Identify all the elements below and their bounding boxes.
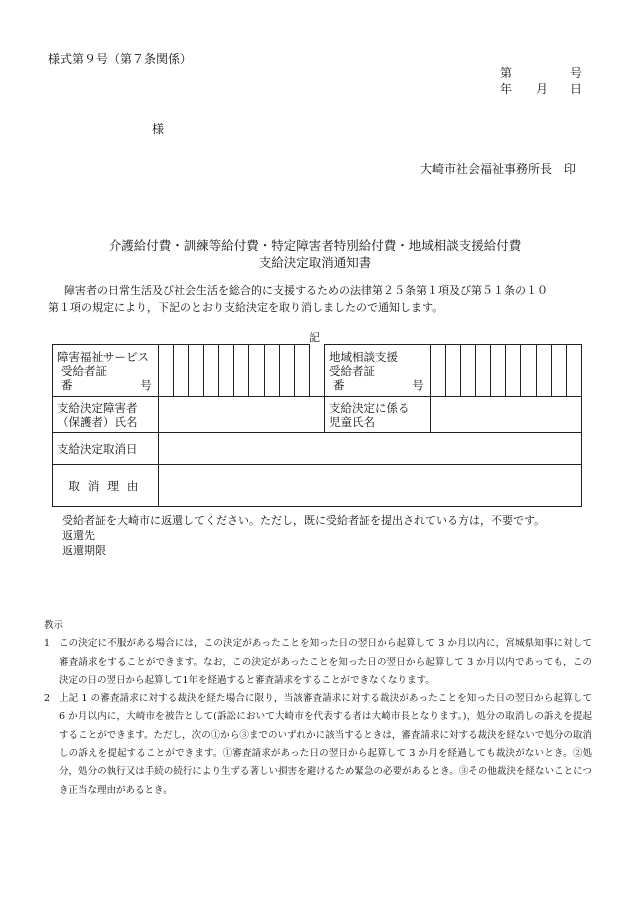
chiiki-digit-box[interactable] <box>521 345 536 397</box>
date-month: 月 <box>536 82 549 96</box>
form-number: 様式第９号（第７条関係） <box>48 52 193 66</box>
kyoji-item-text: 上記 1 の審査請求に対する裁決を経た場合に限り，当該審査請求に対する裁決があったことを知った日の翌日から起算して 6 か月以内に，大崎市を被告として(訴訟において大崎市を代表する者は大崎市長となります。)，処分の取消しの訴えを提起することができます。ただし，次の①から③までのいずれかに該当するときは，審査請求に対する裁決を経ないで処分の取消しの訴えを提起することができます。①審査請求があった日の翌日から起算して 3 か月を経過しても裁決がないとき。②処分，処分の執行又は手続の続行により生ずる著しい損害を避けるため緊急の必要があるとき。③その他裁決を経ないことにつき正当な理由があるとき。 <box>59 693 592 796</box>
ki-label: 記 <box>309 331 320 344</box>
table-gap <box>309 345 324 397</box>
kyoji-item-number: 2 <box>44 693 51 705</box>
kyoji-item <box>44 635 592 690</box>
cert-digit-box[interactable] <box>264 345 279 397</box>
kyoji-item <box>44 690 592 800</box>
child-name-field[interactable] <box>430 397 581 433</box>
chiiki-digit-box[interactable] <box>491 345 506 397</box>
return-deadline-label: 返還期限 <box>62 544 106 557</box>
cancel-date-label: 支給決定取消日 <box>53 433 159 465</box>
addressee-suffix: 様 <box>152 122 165 136</box>
body-line-1: 障害者の日常生活及び社会生活を総合的に支援するための法律第２５条第１項及び第５１条の１０ <box>64 284 548 297</box>
guardian-name-label: 支給決定障害者 （保護者）氏名 <box>53 397 159 433</box>
doc-number-go: 号 <box>570 66 583 80</box>
cert-digit-box[interactable] <box>189 345 204 397</box>
child-name-label: 支給決定に係る 児童氏名 <box>325 397 431 433</box>
date-year: 年 <box>500 82 513 96</box>
cert-digit-box[interactable] <box>234 345 249 397</box>
cert-digit-box[interactable] <box>294 345 309 397</box>
reason-label: 取消理由 <box>53 465 159 507</box>
cert-digit-box[interactable] <box>158 345 173 397</box>
return-note: 受給者証を大崎市に返還してください。ただし，既に受給者証を提出されている方は，不要です。 <box>62 514 546 527</box>
kyoji-section <box>44 617 592 800</box>
body-line-2: 第１項の規定により，下記のとおり支給決定を取り消しましたので通知します。 <box>48 301 444 314</box>
issuer: 大崎市社会福祉事務所長 印 <box>420 162 577 176</box>
cert-digit-box[interactable] <box>219 345 234 397</box>
chiiki-digit-box[interactable] <box>445 345 460 397</box>
cancel-date-field[interactable] <box>158 433 581 465</box>
doc-number-dai: 第 <box>500 66 513 80</box>
chiiki-digit-box[interactable] <box>506 345 521 397</box>
cert-digit-box[interactable] <box>279 345 294 397</box>
kyoji-heading: 教示 <box>44 620 64 631</box>
cert-digit-box[interactable] <box>173 345 188 397</box>
chiiki-number-label: 地域相談支援 受給者証 番 号 <box>325 345 431 397</box>
chiiki-digit-box[interactable] <box>476 345 491 397</box>
info-table <box>52 344 582 507</box>
chiiki-digit-box[interactable] <box>461 345 476 397</box>
cert-digit-box[interactable] <box>204 345 219 397</box>
guardian-name-field[interactable] <box>158 397 324 433</box>
cert-digit-box[interactable] <box>249 345 264 397</box>
chiiki-digit-box[interactable] <box>566 345 581 397</box>
reason-field[interactable] <box>158 465 581 507</box>
cert-number-label: 障害福祉サービス 受給者証 番 号 <box>53 345 159 397</box>
chiiki-digit-box[interactable] <box>551 345 566 397</box>
title-line-2: 支給決定取消通知書 <box>258 255 372 270</box>
date-day: 日 <box>570 82 583 96</box>
title-line-1: 介護給付費・訓練等給付費・特定障害者特別給付費・地域相談支援給付費 <box>108 238 522 253</box>
chiiki-digit-box[interactable] <box>536 345 551 397</box>
chiiki-digit-box[interactable] <box>430 345 445 397</box>
return-to-label: 返還先 <box>62 529 95 542</box>
kyoji-item-number: 1 <box>44 638 51 650</box>
kyoji-item-text: この決定に不服がある場合には，この決定があったことを知った日の翌日から起算して 3 か月以内に，宮城県知事に対して審査請求をすることができます。なお，この決定があったことを知った日の翌日から起算して 3 か月以内であっても，この決定の日の翌日から起算して1年を経過すると審査請求をすることができなくなります。 <box>59 638 592 686</box>
